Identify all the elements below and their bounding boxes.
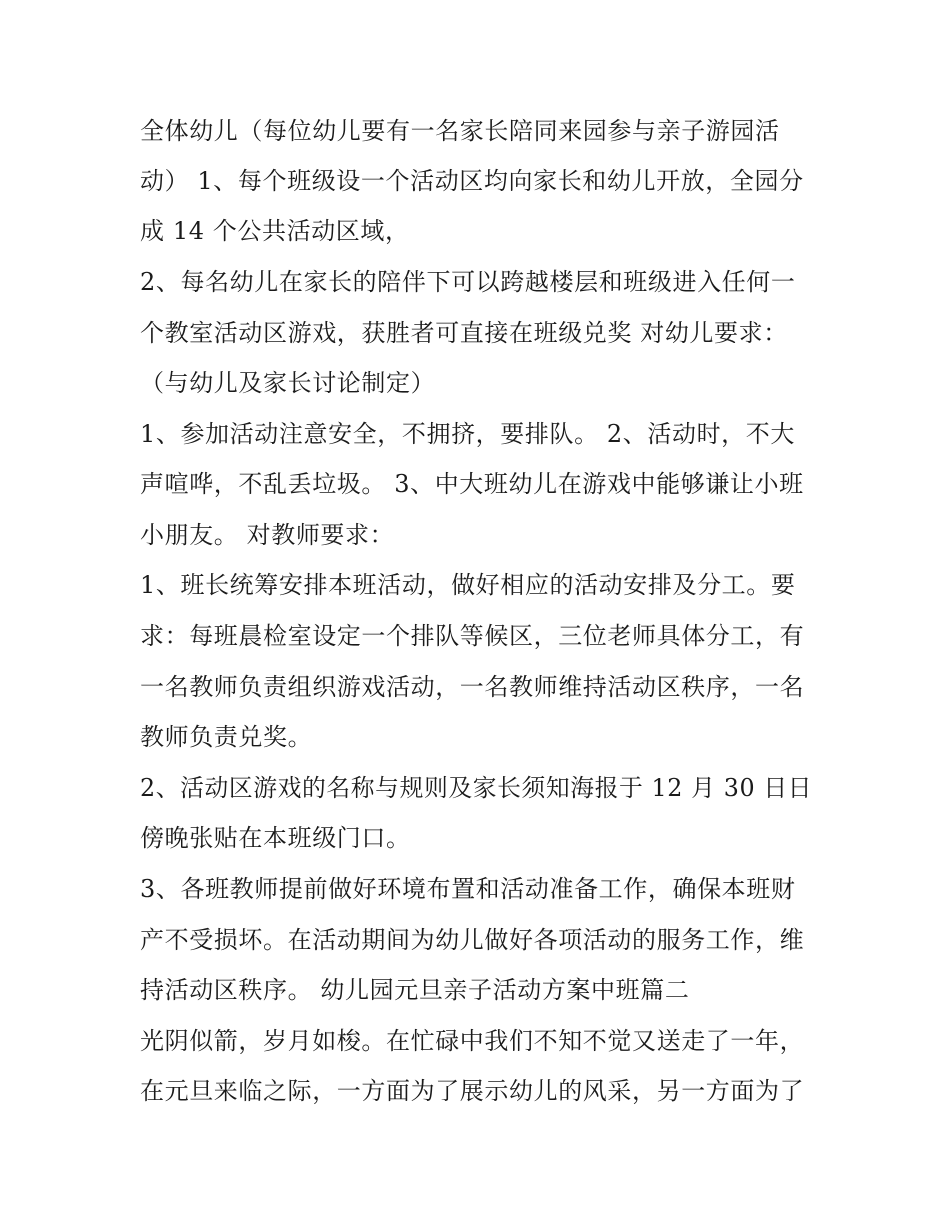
- text-line: 动） 1、每个班级设一个活动区均向家长和幼儿开放，全园分: [140, 167, 804, 195]
- text-line: 2、活动区游戏的名称与规则及家长须知海报于 12 月 30 日日: [140, 774, 813, 802]
- text-line: 个教室活动区游戏，获胜者可直接在班级兑奖 对幼儿要求：: [140, 319, 788, 347]
- text-line: 产不受损坏。在活动期间为幼儿做好各项活动的服务工作，维: [140, 926, 805, 954]
- text-line: 傍晚张贴在本班级门口。: [140, 824, 411, 852]
- text-line: 光阴似箭，岁月如梭。在忙碌中我们不知不觉又送走了一年，: [140, 1027, 805, 1055]
- text-line: （与幼儿及家长讨论制定）: [140, 369, 436, 397]
- text-line: 教师负责兑奖。: [140, 723, 313, 751]
- text-line: 1、参加活动注意安全，不拥挤，要排队。 2、活动时，不大: [140, 420, 795, 448]
- text-line: 2、每名幼儿在家长的陪伴下可以跨越楼层和班级进入任何一: [140, 268, 796, 296]
- text-line: 3、各班教师提前做好环境布置和活动准备工作，确保本班财: [140, 875, 796, 903]
- text-line: 声喧哗，不乱丢垃圾。 3、中大班幼儿在游戏中能够谦让小班: [140, 470, 804, 498]
- text-line: 1、班长统筹安排本班活动，做好相应的活动安排及分工。要: [140, 571, 796, 599]
- text-line: 成 14 个公共活动区域，: [140, 217, 410, 245]
- text-line: 求：每班晨检室设定一个排队等候区，三位老师具体分工，有: [140, 622, 805, 650]
- text-line: 持活动区秩序。 幼儿园元旦亲子活动方案中班篇二: [140, 976, 690, 1004]
- text-line: 一名教师负责组织游戏活动，一名教师维持活动区秩序，一名: [140, 673, 805, 701]
- text-line: 全体幼儿（每位幼儿要有一名家长陪同来园参与亲子游园活: [140, 117, 780, 145]
- text-line: 在元旦来临之际，一方面为了展示幼儿的风采，另一方面为了: [140, 1077, 805, 1105]
- text-line: 小朋友。 对教师要求：: [140, 521, 395, 549]
